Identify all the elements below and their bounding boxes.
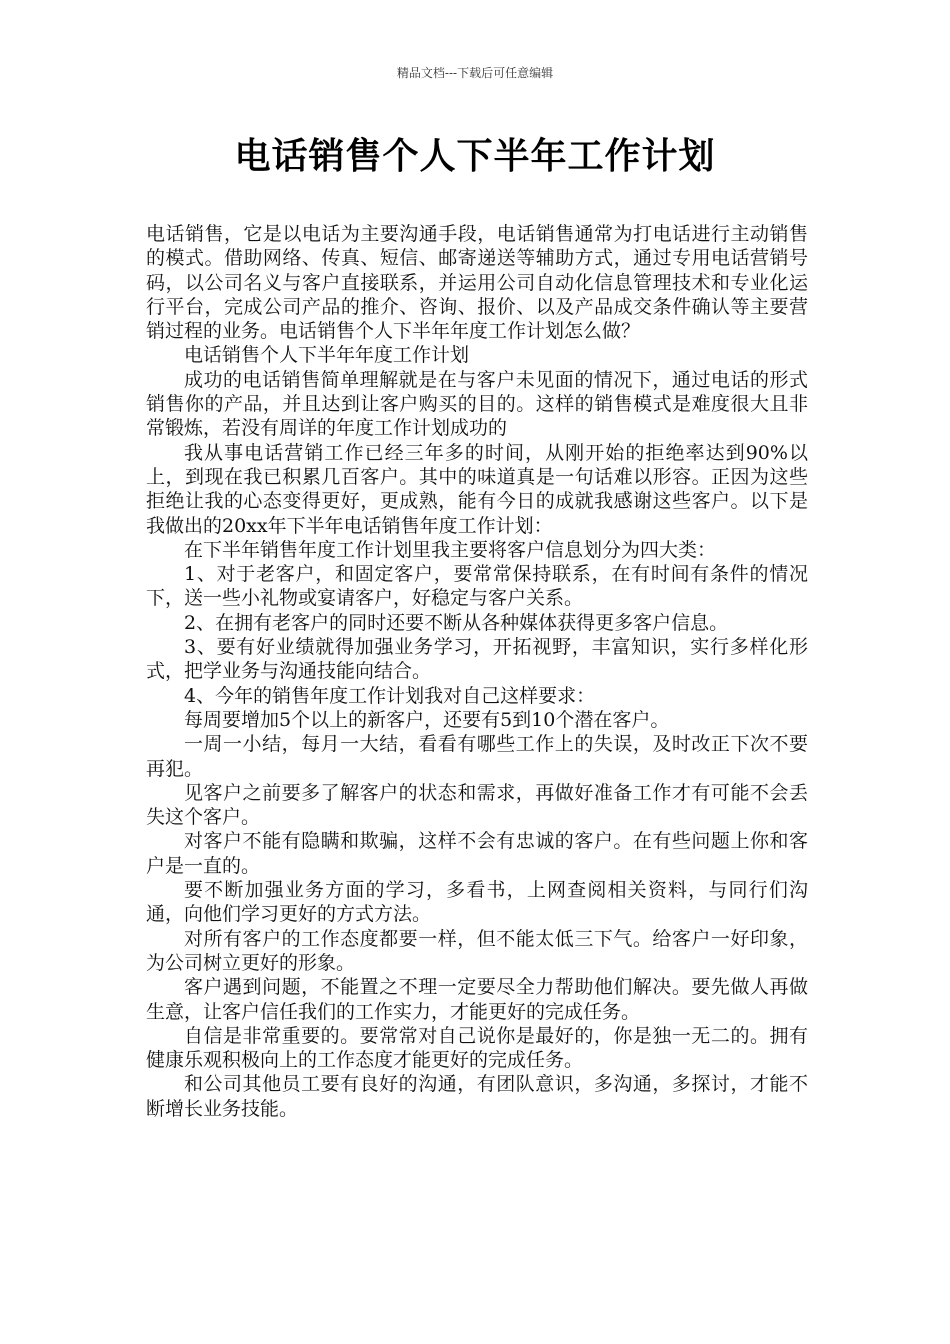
list-item: 1、对于老客户，和固定客户，要常常保持联系，在有时间有条件的情况下，送一些小礼物或宴请客户，好稳定与客户关系。 [146,563,808,610]
header-note: 精品文档---下载后可任意编辑 [396,66,554,80]
body-paragraph: 成功的电话销售简单理解就是在与客户未见面的情况下，通过电话的形式销售你的产品，并且达到让客户购买的目的。这样的销售模式是难度很大且非常锻炼，若没有周详的年度工作计划成功的 [146,368,808,440]
body-paragraph: 自信是非常重要的。要常常对自己说你是最好的，你是独一无二的。拥有健康乐观积极向上的工作态度才能更好的完成任务。 [146,1024,808,1072]
section-heading: 电话销售个人下半年年度工作计划 [184,344,470,367]
body-paragraph: 见客户之前要多了解客户的状态和需求，再做好准备工作才有可能不会丢失这个客户。 [146,781,808,829]
body-paragraph: 在下半年销售年度工作计划里我主要将客户信息划分为四大类： [184,538,717,561]
body-paragraph: 对所有客户的工作态度都要一样，但不能太低三下气。给客户一好印象，为公司树立更好的形象。 [146,927,808,974]
body-paragraph: 要不断加强业务方面的学习，多看书，上网查阅相关资料，与同行们沟通，向他们学习更好的方式方法。 [146,879,808,926]
list-item: 3、要有好业绩就得加强业务学习，开拓视野，丰富知识，实行多样化形式，把学业务与沟通技能向结合。 [146,636,808,683]
body-paragraph: 和公司其他员工要有良好的沟通，有团队意识，多沟通，多探讨，才能不断增长业务技能。 [146,1073,808,1120]
body-paragraph: 我从事电话营销工作已经三年多的时间，从刚开始的拒绝率达到90%以上，到现在我已积累几百客户。其中的味道真是一句话难以形容。正因为这些拒绝让我的心态变得更好，更成熟，能有今日的成就我感谢这些客户。以下是我做出的20xx年下半年电话销售年度工作计划： [146,441,808,537]
document-body [146,222,808,1121]
body-paragraph: 客户遇到问题，不能置之不理一定要尽全力帮助他们解决。要先做人再做生意，让客户信任我们的工作实力，才能更好的完成任务。 [146,976,808,1023]
list-item: 2、在拥有老客户的同时还要不断从各种媒体获得更多客户信息。 [184,611,729,634]
document-title: 电话销售个人下半年工作计划 [234,136,716,177]
body-paragraph: 每周要增加5个以上的新客户，还要有5到10个潜在客户。 [184,708,670,731]
intro-paragraph: 电话销售，它是以电话为主要沟通手段，电话销售通常为打电话进行主动销售的模式。借助网络、传真、短信、邮寄递送等辅助方式，通过专用电话营销号码，以公司名义与客户直接联系，并运用公司自动化信息管理技术和专业化运行平台，完成公司产品的推介、咨询、报价、以及产品成交条件确认等主要营销过程的业务。电话销售个人下半年年度工作计划怎么做？ [146,223,808,343]
list-item: 4、今年的销售年度工作计划我对自己这样要求： [184,684,596,707]
body-paragraph: 一周一小结，每月一大结，看看有哪些工作上的失误，及时改正下次不要再犯。 [146,733,808,780]
body-paragraph: 对客户不能有隐瞒和欺骗，这样不会有忠诚的客户。在有些问题上你和客户是一直的。 [146,830,808,877]
